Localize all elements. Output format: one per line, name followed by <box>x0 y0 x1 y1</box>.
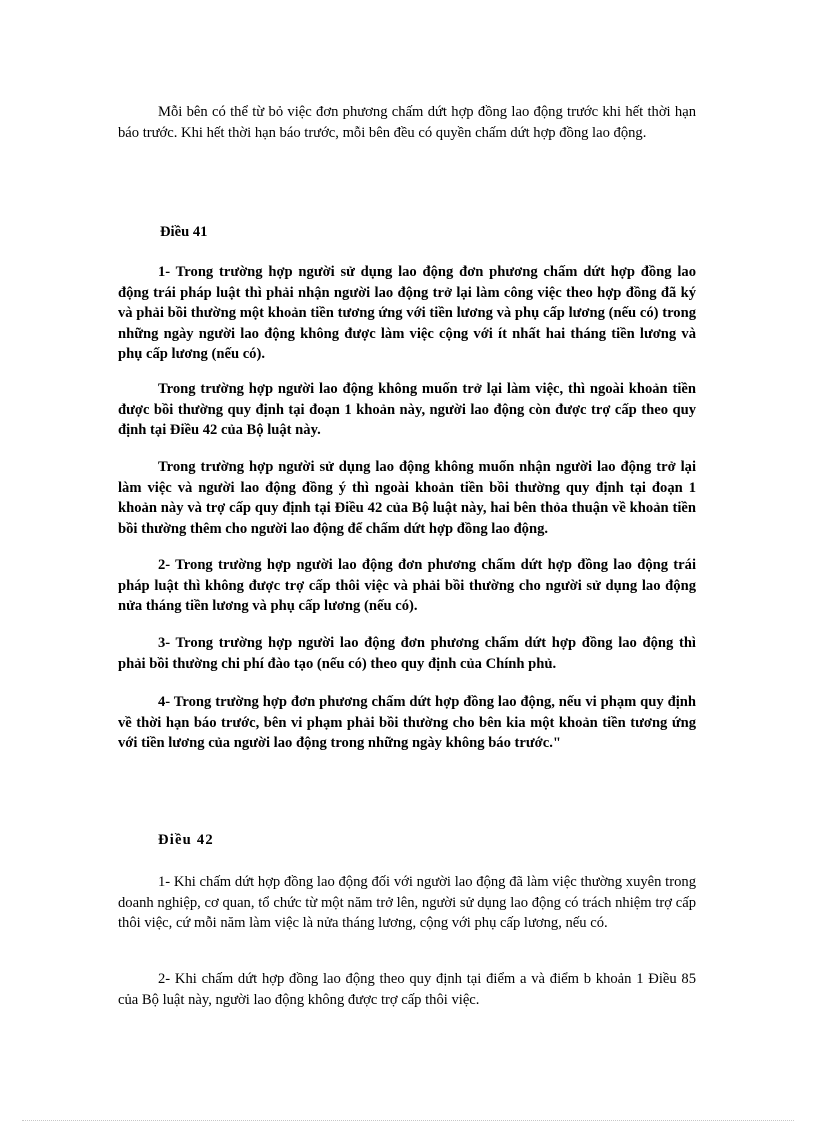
article-42-clause-2: 2- Khi chấm dứt hợp đồng lao động theo quy định tại điểm a và điểm b khoản 1 Điều 85 của Bộ luật này, người lao động không được trợ cấp thôi việc. <box>118 971 696 1008</box>
intro-paragraph: Mỗi bên có thể từ bỏ việc đơn phương chấm dứt hợp đồng lao động trước khi hết thời hạn báo trước. Khi hết thời hạn báo trước, mỗi bên đều có quyền chấm dứt hợp đồng lao động. <box>118 104 696 141</box>
article-41-clause-3: 3- Trong trường hợp người lao động đơn phương chấm dứt hợp đồng lao động thì phải bồi thường chi phí đào tạo (nếu có) theo quy định của Chính phủ. <box>118 635 696 672</box>
article-41-clause-4: 4- Trong trường hợp đơn phương chấm dứt hợp đồng lao động, nếu vi phạm quy định về thời hạn báo trước, bên vi phạm phải bồi thường cho bên kia một khoản tiền tương ứng với tiền lương của người lao động trong những ngày không báo trước." <box>118 694 696 751</box>
article-41-clause-2: 2- Trong trường hợp người lao động đơn phương chấm dứt hợp đồng lao động trái pháp luật thì không được trợ cấp thôi việc và phải bồi thường cho người sử dụng lao động nửa tháng tiền lương và phụ cấp lương (nếu có). <box>118 557 696 614</box>
article-41-clause-1: 1- Trong trường hợp người sử dụng lao động đơn phương chấm dứt hợp đồng lao động trái pháp luật thì phải nhận người lao động trở lại làm công việc theo hợp đồng đã ký và phải bồi thường một khoản tiền tương ứng với tiền lương và phụ cấp lương (nếu có) trong những ngày người lao động không được làm việc cộng với ít nhất hai tháng tiền lương và phụ cấp lương (nếu có). <box>118 264 696 362</box>
page-bottom-divider <box>22 1120 794 1121</box>
article-42-heading: Điều 42 <box>158 832 214 848</box>
article-42-clause-1: 1- Khi chấm dứt hợp đồng lao động đối với người lao động đã làm việc thường xuyên trong doanh nghiệp, cơ quan, tổ chức từ một năm trở lên, người sử dụng lao động có trách nhiệm trợ cấp thôi việc, cứ mỗi năm làm việc là nửa tháng lương, cộng với phụ cấp lương, nếu có. <box>118 874 696 931</box>
article-41-clause-1-para-3: Trong trường hợp người sử dụng lao động không muốn nhận người lao động trở lại làm việc và người lao động đồng ý thì ngoài khoản tiền bồi thường quy định tại đoạn 1 khoản này và trợ cấp quy định tại Điều 42 của Bộ luật này, hai bên thỏa thuận về khoản tiền bồi thường thêm cho người lao động để chấm dứt hợp đồng lao động. <box>118 459 696 537</box>
article-41-heading: Điều 41 <box>160 224 208 240</box>
article-41-clause-1-para-2: Trong trường hợp người lao động không muốn trở lại làm việc, thì ngoài khoản tiền được bồi thường quy định tại đoạn 1 khoản này, người lao động còn được trợ cấp theo quy định tại Điều 42 của Bộ luật này. <box>118 381 696 438</box>
